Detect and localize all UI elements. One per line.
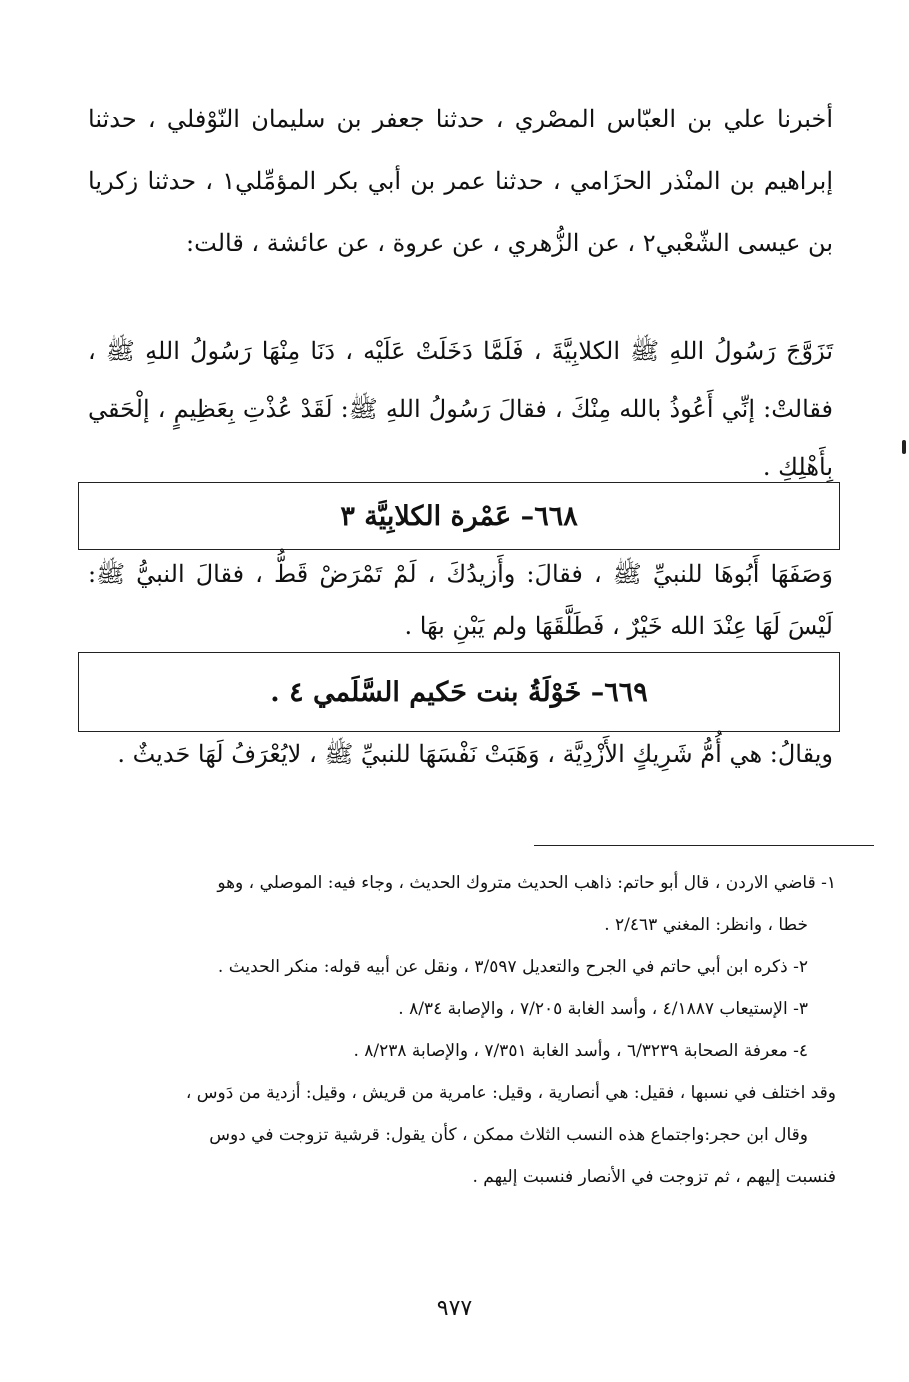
footnote-extra-line-1: وقد اختلف في نسبها ، فقيل: هي أنصارية ، وقيل: عامرية من قريش ، وقيل: أزدية من دَوس ، xyxy=(185,1083,836,1103)
entry-668-heading: ٦٦٨– عَمْرة الكلابِيَّة ٣ xyxy=(340,500,578,532)
page-number: ٩٧٧ xyxy=(436,1296,473,1321)
hadith-text: تَزَوَّجَ رَسُولُ اللهِ ﷺ الكلابِيَّةَ ، فَلَمَّا دَخَلَتْ عَلَيْه ، دَنَا مِنْهَا رَسُولُ اللهِ ﷺ ، فقالتْ: إنِّي أَعُوذُ بالله مِنْكَ ، فقالَ رَسُولُ اللهِ ﷺ: لَقَدْ عُذْتِ بِعَظِيمٍ ، إلْحَقي بِأَهْلِكِ . xyxy=(88,337,834,481)
entry-668-body xyxy=(88,548,833,652)
entry-668-text: وَصَفَهَا أَبُوهَا للنبيِّ ﷺ ، فقالَ: وأَزيدُكَ ، لَمْ تَمْرَضْ قَطُّ ، فقالَ النبيُّ ﷺ: لَيْسَ لَهَا عِنْدَ الله خَيْرٌ ، فَطَلَّقَهَا ولم يَبْنِ بهَا . xyxy=(88,560,833,640)
footnote-divider xyxy=(534,845,874,846)
footnote-1-line-2: خطا ، وانظر: المغني ٢/٤٦٣ . xyxy=(604,915,808,935)
entry-669-body xyxy=(88,726,833,782)
footnote-2: ٢- ذكره ابن أبي حاتم في الجرح والتعديل ٣/٥٩٧ ، ونقل عن أبيه قوله: منكر الحديث . xyxy=(217,957,808,977)
footnote-3: ٣- الإستيعاب ٤/١٨٨٧ ، وأسد الغابة ٧/٢٠٥ ، والإصابة ٨/٣٤ . xyxy=(398,999,808,1019)
isnad-text: أخبرنا علي بن العبّاس المصْري ، حدثنا جعفر بن سليمان النّوْفلي ، حدثنا إبراهيم بن المنْذر الحزَامي ، حدثنا عمر بن أبي بكر المؤمِّلي١ ، حدثنا زكريا بن عيسى الشّعْبي٢ ، عن الزُّهري ، عن عروة ، عن عائشة ، قالت: xyxy=(88,105,833,257)
footnote-1-line-1: ١- قاضي الاردن ، قال أبو حاتم: ذاهب الحديث متروك الحديث ، وجاء فيه: الموصلي ، وهو xyxy=(217,873,836,893)
isnad-paragraph xyxy=(88,88,833,274)
footnotes xyxy=(88,862,836,1198)
footnote-extra-line-2: وقال ابن حجر:واجتماع هذه النسب الثلاث ممكن ، كأن يقول: قرشية تزوجت في دوس xyxy=(209,1125,808,1145)
footnote-4: ٤- معرفة الصحابة ٦/٣٢٣٩ ، وأسد الغابة ٧/٣٥١ ، والإصابة ٨/٢٣٨ . xyxy=(353,1041,808,1061)
entry-668-heading-box xyxy=(78,482,840,550)
hadith-paragraph xyxy=(88,322,833,496)
scan-edge-mark xyxy=(902,440,906,454)
footnote-extra-line-3: فنسبت إليهم ، ثم تزوجت في الأنصار فنسبت إليهم . xyxy=(472,1167,836,1187)
entry-669-text: ويقالُ: هي أُمُّ شَرِيكٍ الأَزْدِيَّة ، وَهَبَتْ نَفْسَهَا للنبيِّ ﷺ ، لايُعْرَفُ لَهَا حَديثٌ . xyxy=(117,740,833,768)
entry-669-heading-box xyxy=(78,652,840,732)
entry-669-heading: ٦٦٩– خَوْلَةُ بنت حَكيم السَّلَمي ٤ . xyxy=(270,676,648,708)
